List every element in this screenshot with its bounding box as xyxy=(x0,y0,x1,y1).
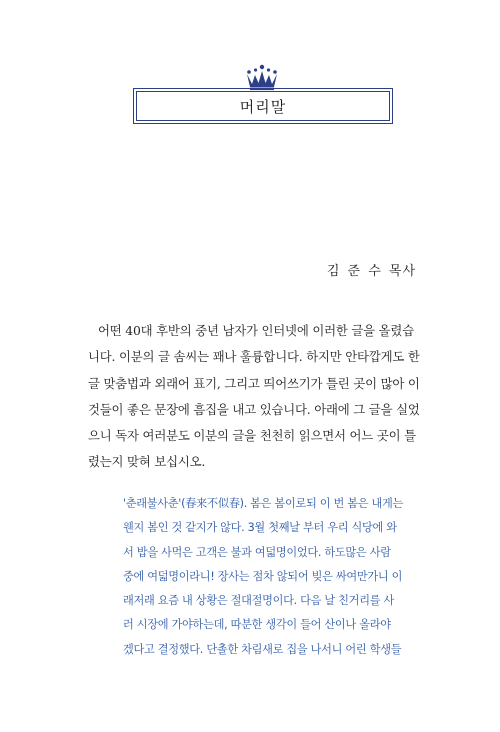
quote-line: 러 시장에 가야하는데, 따분한 생각이 들어 산이나 올라야 xyxy=(123,618,391,632)
body-line: 글 맞춤법과 외래어 표기, 그리고 띄어쓰기가 틀린 곳이 많아 이 xyxy=(88,375,420,391)
quote-line: 래저래 요즘 내 상황은 절대절명이다. 다음 날 친거리를 사 xyxy=(123,594,394,608)
body-line: 으니 독자 여러분도 이분의 글을 천천히 읽으면서 어느 곳이 틀 xyxy=(88,428,416,444)
quote-line: 겠다고 결정했다. 단촐한 차림새로 집을 나서니 어린 학생들 xyxy=(123,642,402,656)
body-line: 어떤 40대 후반의 중년 남자가 인터넷에 이러한 글을 올렸습 xyxy=(98,323,414,338)
quote-line: 웬지 봄인 것 같지가 않다. 3월 첫째날 부터 우리 식당에 와 xyxy=(123,521,397,535)
quote-line: 서 밥을 사먹은 고객은 불과 여덟명이었다. 하도많은 사람 xyxy=(123,545,391,559)
page-title: 머리말 xyxy=(239,98,287,116)
quoted-passage xyxy=(123,492,413,662)
title-frame xyxy=(133,88,393,124)
body-line: 니다. 이분의 글 솜씨는 꽤나 훌륭합니다. 하지만 안타깝게도 한 xyxy=(88,349,420,365)
body-line: 렸는지 맞혀 보십시오. xyxy=(88,454,206,470)
quote-line: '춘래불사춘'(春来不似春). 봄은 봄이로되 이 번 봄은 내게는 xyxy=(123,497,404,510)
quote-line: 중에 여덟명이라니! 장사는 점차 않되어 빚은 싸여만가니 이 xyxy=(123,569,403,583)
author-name: 김 준 수 목사 xyxy=(326,264,416,279)
body-paragraph xyxy=(88,318,418,476)
body-line: 것들이 좋은 문장에 흠집을 내고 있습니다. 아래에 그 글을 실었 xyxy=(88,401,420,417)
